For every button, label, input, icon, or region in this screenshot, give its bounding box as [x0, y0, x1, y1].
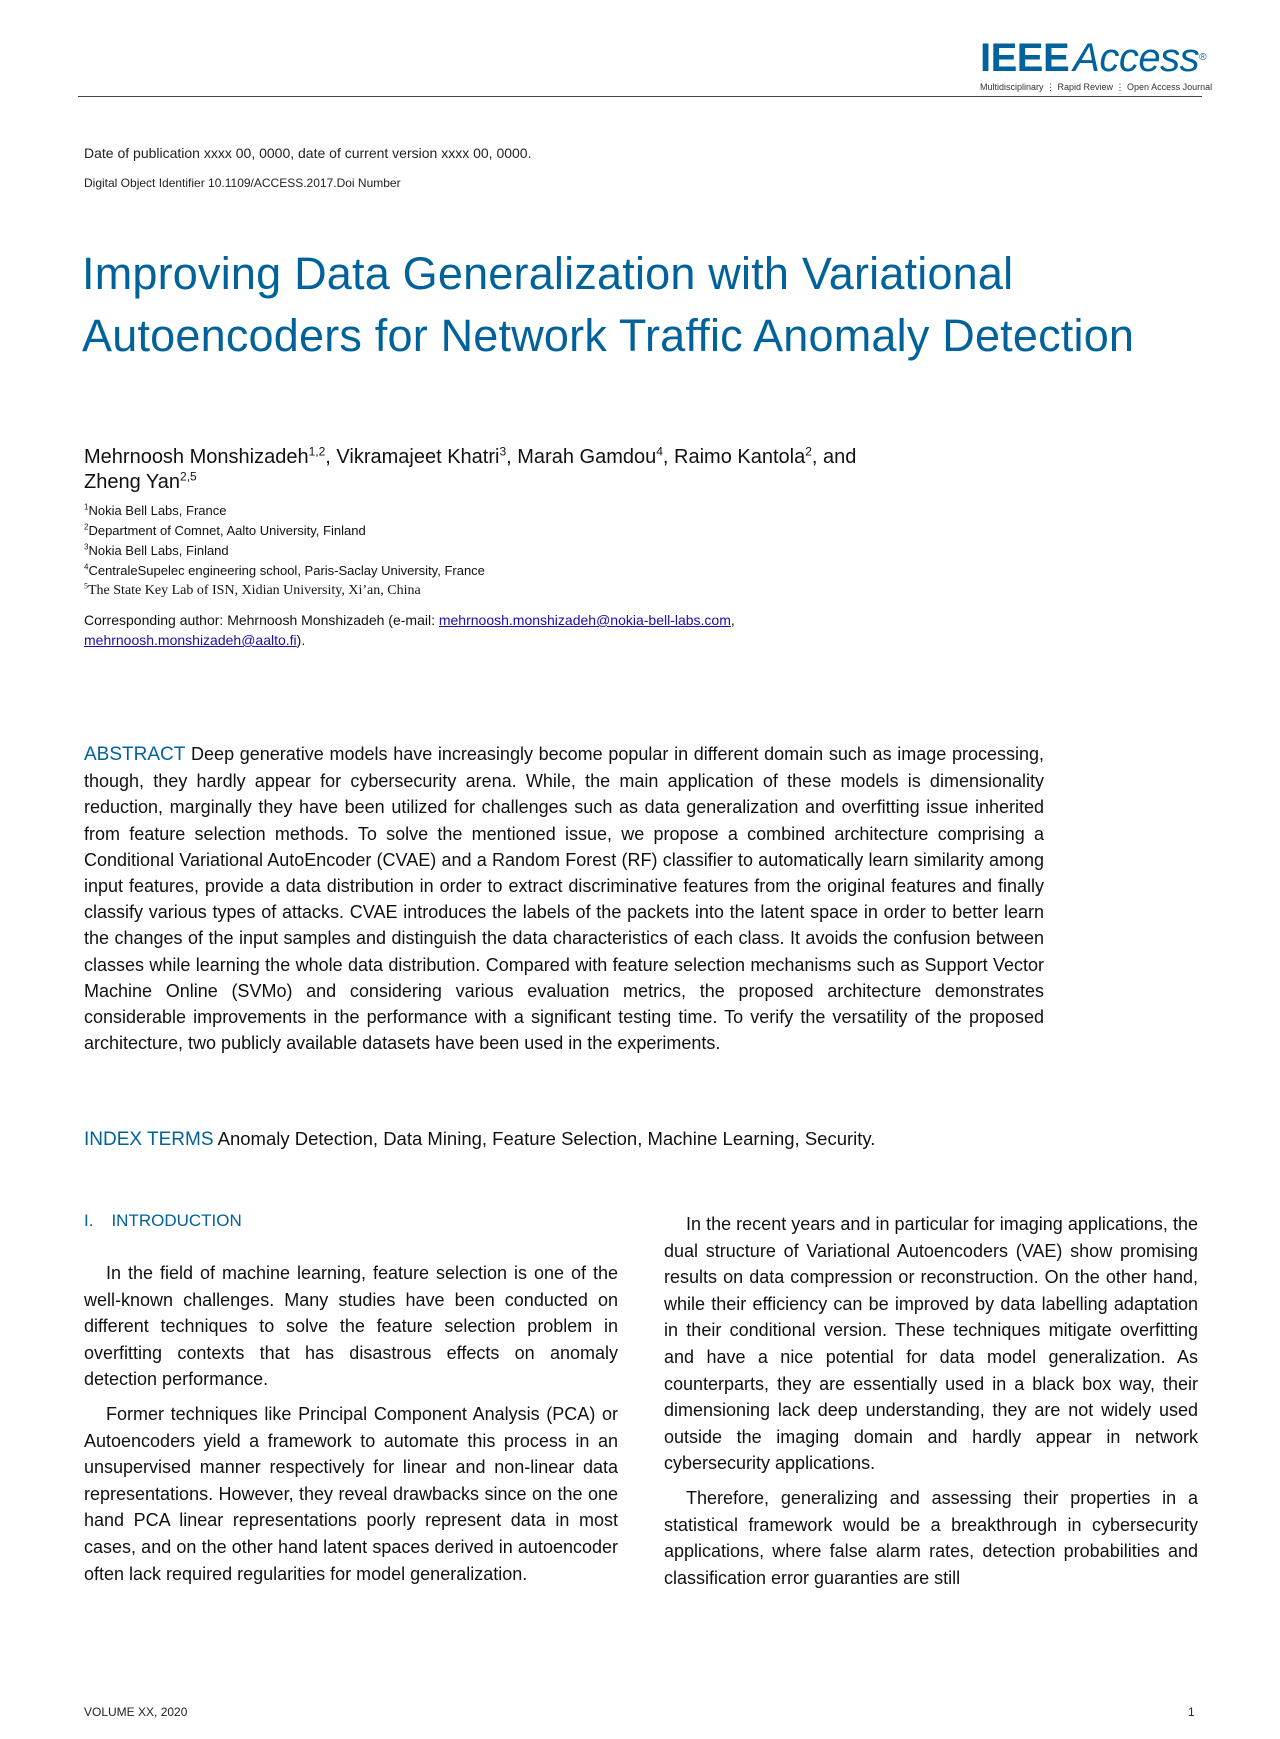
affiliation-text: CentraleSupelec engineering school, Paris-Saclay University, France [88, 563, 485, 578]
author-separator: , [325, 446, 337, 468]
affiliation-item [84, 541, 1084, 561]
logo-tagline: Multidisciplinary ⋮ Rapid Review ⋮ Open Access Journal [980, 82, 1213, 92]
author-name: Zheng Yan [84, 471, 181, 493]
author-affiliation-mark: 2,5 [180, 469, 197, 484]
author-affiliation-mark: 1,2 [308, 444, 326, 459]
author-separator: , and [811, 446, 857, 468]
section-heading [84, 1210, 242, 1232]
index-terms-text: Anomaly Detection, Data Mining, Feature Selection, Machine Learning, Security. [217, 1128, 876, 1149]
author-affiliation-mark: 4 [656, 444, 663, 459]
author-name: Mehrnoosh Monshizadeh [84, 446, 309, 468]
affiliation-item [84, 561, 1084, 581]
affiliation-number: 2 [84, 522, 89, 532]
corresponding-author [84, 610, 1184, 650]
page-number: 1 [1188, 1705, 1195, 1719]
affiliation-number: 1 [84, 502, 89, 512]
logo-ieee-text: IEEE [980, 36, 1070, 80]
author-name: Raimo Kantola [674, 446, 806, 468]
body-paragraph: In the field of machine learning, feature selection is one of the well-known challenges. Many studies have been conducted on different techniques to solve the feature selection problem in overfitting contexts that has disastrous effects on anomaly detection performance. [84, 1263, 618, 1390]
affiliation-text: Nokia Bell Labs, Finland [88, 543, 229, 558]
affiliation-number: 3 [84, 542, 89, 552]
affiliation-list [84, 501, 1084, 601]
affiliation-text: Nokia Bell Labs, France [88, 503, 227, 518]
logo-wordmark [980, 36, 1206, 80]
section-number: I. [84, 1211, 94, 1230]
abstract [84, 741, 1044, 1056]
abstract-text: Deep generative models have increasingly become popular in different domain such as image processing, though, they hardly appear for cybersecurity arena. While, the main application of these models is dimensionality reduction, marginally they have been utilized for challenges such as data generalization and overfitting issue inherited from feature selection methods. To solve the mentioned issue, we propose a combined architecture comprising a Conditional Variational AutoEncoder (CVAE) and a Random Forest (RF) classifier to automatically learn similarity among input features, provide a data distribution in order to extract discriminative features from the original features and finally classify various types of attacks. CVAE introduces the labels of the packets into the latent space in order to better learn the changes of the input samples and distinguish the data characteristics of each class. It avoids the confusion between classes while learning the whole data distribution. Compared with feature selection mechanisms such as Support Vector Machine Online (SVMo) and considering various evaluation metrics, the proposed architecture demonstrates considerable improvements in the performance with a significant testing time. To verify the versatility of the proposed architecture, two publicly available datasets have been used in the experiments. [84, 744, 1044, 1054]
publication-date: Date of publication xxxx 00, 0000, date of current version xxxx 00, 0000. [84, 145, 532, 161]
logo-trademark: ® [1199, 52, 1206, 63]
footer-volume: VOLUME XX, 2020 [84, 1705, 188, 1719]
affiliation-number: 5 [84, 581, 88, 591]
body-paragraph: In the recent years and in particular for imaging applications, the dual structure of Variational Autoencoders (VAE) show promising results on data compression or reconstruction. On the other hand, while their efficiency can be improved by data labelling adaptation in their conditional version. These techniques mitigate overfitting and have a nice potential for data model generalization. As counterparts, they are essentially used in a black box way, their dimensioning lack deep understanding, they are not widely used outside the imaging domain and hardly appear in network cybersecurity applications. [664, 1214, 1198, 1474]
journal-logo [980, 36, 1213, 93]
right-column [664, 1211, 1198, 1599]
index-terms [84, 1127, 1184, 1152]
logo-access-text: Access [1073, 36, 1200, 80]
affiliation-text: The State Key Lab of ISN, Xidian University, Xi’an, China [88, 583, 421, 598]
author-affiliation-mark: 3 [499, 444, 507, 459]
affiliation-number: 4 [84, 562, 89, 572]
header-divider [78, 96, 1202, 97]
affiliation-item [84, 521, 1084, 541]
author-affiliation-mark: 2 [805, 444, 812, 459]
paper-title: Improving Data Generalization with Variational Autoencoders for Network Traffic Anomaly Detection [82, 248, 1135, 361]
author-name: Marah Gamdou [517, 446, 657, 468]
email-link-nokia[interactable]: mehrnoosh.monshizadeh@nokia-bell-labs.com [438, 612, 731, 628]
author-separator: , [506, 446, 518, 468]
affiliation-item [84, 581, 1084, 601]
section-title: INTRODUCTION [111, 1211, 242, 1230]
author-list [84, 445, 1184, 495]
author-separator: , [662, 446, 675, 468]
affiliation-text: Department of Comnet, Aalto University, Finland [88, 523, 366, 538]
doi-line: Digital Object Identifier 10.1109/ACCESS.2017.Doi Number [84, 176, 401, 190]
index-terms-label: INDEX TERMS [84, 1129, 214, 1150]
body-paragraph: Former techniques like Principal Component Analysis (PCA) or Autoencoders yield a framework to automate this process in an unsupervised manner respectively for linear and non-linear data representations. However, they reveal drawbacks since on the one hand PCA linear representations poorly represent data in most cases, and on the other hand latent spaces derived in autoencoder often lack required regularities for model generalization. [84, 1403, 618, 1584]
corresponding-prefix: Corresponding author: Mehrnoosh Monshizadeh (e-mail: [84, 612, 439, 628]
left-column [84, 1260, 618, 1595]
corresponding-comma: , [730, 612, 735, 628]
corresponding-suffix: ). [296, 632, 306, 648]
body-paragraph: Therefore, generalizing and assessing their properties in a statistical framework would be a breakthrough in cybersecurity applications, where false alarm rates, detection probabilities and classification error guaranties are still [664, 1487, 1198, 1588]
affiliation-item [84, 501, 1084, 521]
abstract-label: ABSTRACT [84, 744, 186, 765]
email-link-aalto[interactable]: mehrnoosh.monshizadeh@aalto.fi [84, 632, 297, 648]
author-name: Vikramajeet Khatri [336, 446, 500, 468]
